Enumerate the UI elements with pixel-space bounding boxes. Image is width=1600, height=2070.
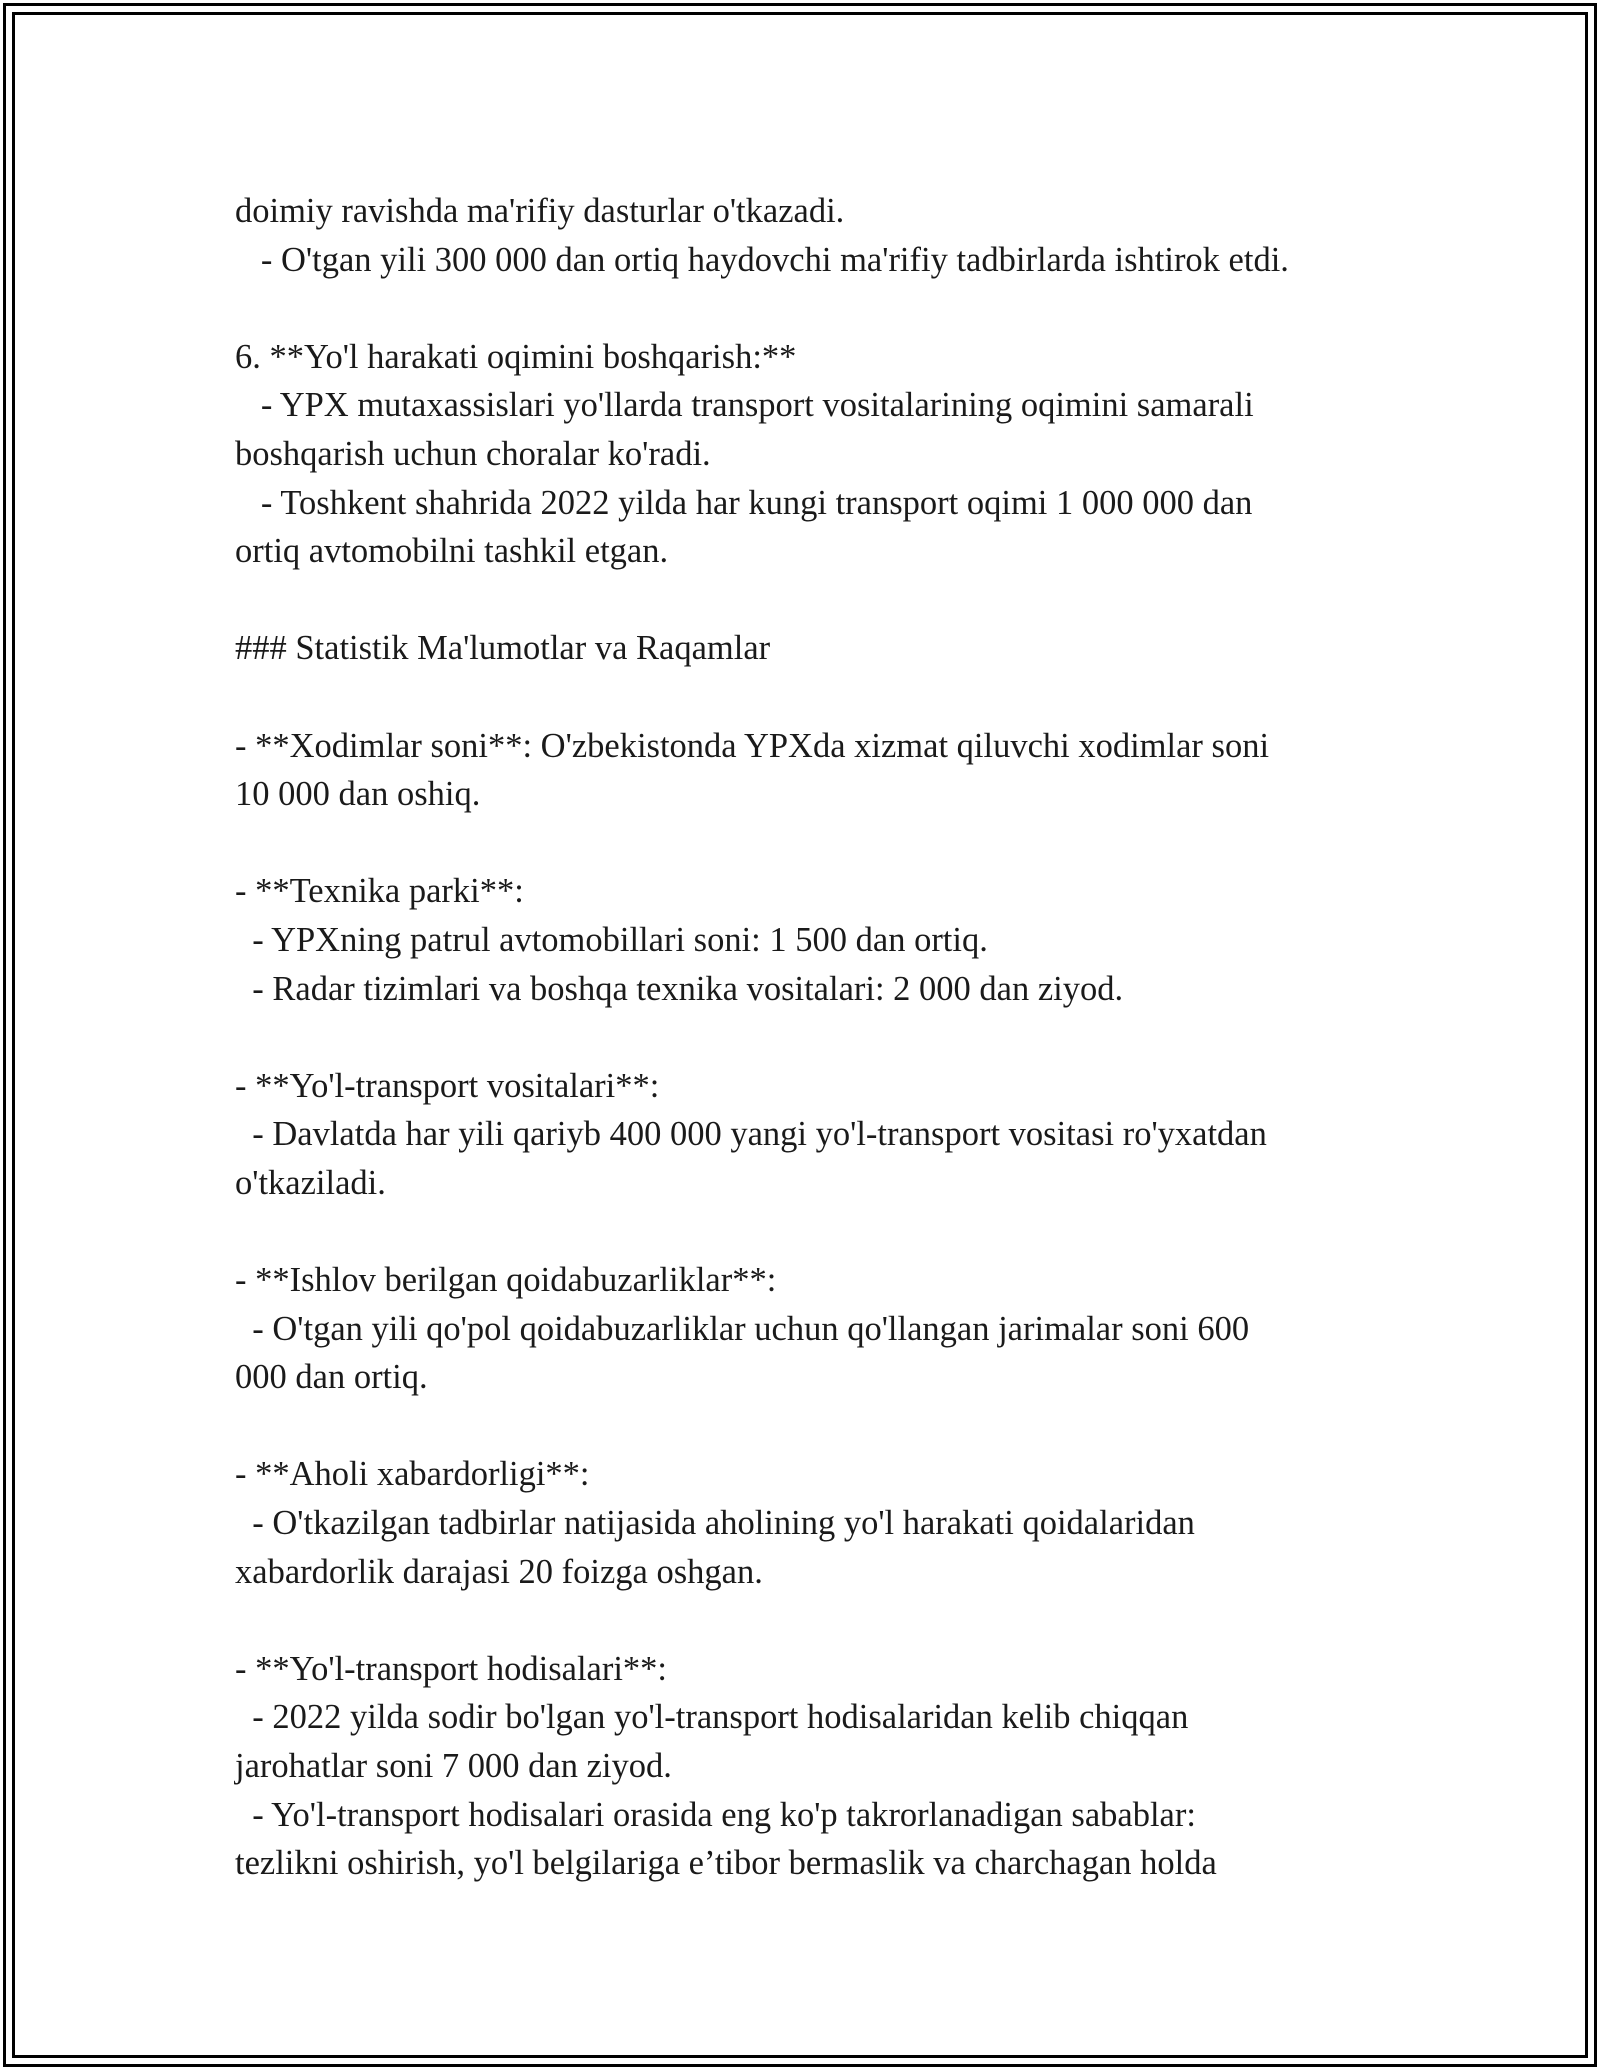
text-line: - **Yo'l-transport hodisalari**:	[235, 1649, 668, 1688]
blank-line	[235, 673, 1385, 722]
text-line: - O'tgan yili qo'pol qoidabuzarliklar uchun qo'llangan jarimalar soni 600	[235, 1309, 1250, 1348]
text-line: 000 dan ortiq.	[235, 1358, 428, 1397]
text-line: o'tkaziladi.	[235, 1163, 386, 1202]
blank-line	[235, 1402, 1385, 1451]
document-body	[235, 187, 1385, 1888]
text-line: jarohatlar soni 7 000 dan ziyod.	[235, 1747, 672, 1785]
text-line: boshqarish uchun choralar ko'radi.	[235, 434, 711, 473]
blank-line	[235, 1013, 1385, 1062]
text-line: - **Yo'l-transport vositalari**:	[235, 1066, 660, 1105]
text-line: - O'tkazilgan tadbirlar natijasida aholining yo'l harakati qoidalaridan	[235, 1504, 1195, 1543]
text-line: - Yo'l-transport hodisalari orasida eng ko'p takrorlanadigan sabablar:	[235, 1795, 1196, 1834]
blank-line	[235, 819, 1385, 868]
text-line: 10 000 dan oshiq.	[235, 775, 481, 814]
text-line: tezlikni oshirish, yo'l belgilariga e’tibor bermaslik va charchagan holda	[235, 1844, 1217, 1883]
text-line: - YPXning patrul avtomobillari soni: 1 500 dan ortiq.	[235, 920, 988, 959]
text-line: - Toshkent shahrida 2022 yilda har kungi transport oqimi 1 000 000 dan	[235, 483, 1253, 522]
text-line: doimiy ravishda ma'rifiy dasturlar o'tkazadi.	[235, 192, 845, 230]
blank-line	[235, 284, 1385, 333]
text-line: - **Ishlov berilgan qoidabuzarliklar**:	[235, 1261, 777, 1300]
text-line: xabardorlik darajasi 20 foizga oshgan.	[235, 1552, 763, 1591]
text-line: - Davlatda har yili qariyb 400 000 yangi yo'l-transport vositasi ro'yxatdan	[235, 1115, 1267, 1154]
text-line: ### Statistik Ma'lumotlar va Raqamlar	[235, 629, 771, 668]
text-line: - **Aholi xabardorligi**:	[235, 1455, 590, 1494]
text-line: - **Texnika parki**:	[235, 872, 524, 911]
blank-line	[235, 576, 1385, 625]
text-line: - YPX mutaxassislari yo'llarda transport vositalarining oqimini samarali	[235, 386, 1254, 425]
text-line: ortiq avtomobilni tashkil etgan.	[235, 532, 669, 571]
text-line: - 2022 yilda sodir bo'lgan yo'l-transport hodisalaridan kelib chiqqan	[235, 1698, 1189, 1737]
blank-line	[235, 1207, 1385, 1256]
text-line: 6. **Yo'l harakati oqimini boshqarish:**	[235, 337, 797, 376]
text-line: - **Xodimlar soni**: O'zbekistonda YPXda xizmat qiluvchi xodimlar soni	[235, 726, 1270, 765]
text-line: - Radar tizimlari va boshqa texnika vositalari: 2 000 dan ziyod.	[235, 969, 1124, 1008]
blank-line	[235, 1596, 1385, 1645]
text-line: - O'tgan yili 300 000 dan ortiq haydovchi ma'rifiy tadbirlarda ishtirok etdi.	[235, 240, 1289, 279]
